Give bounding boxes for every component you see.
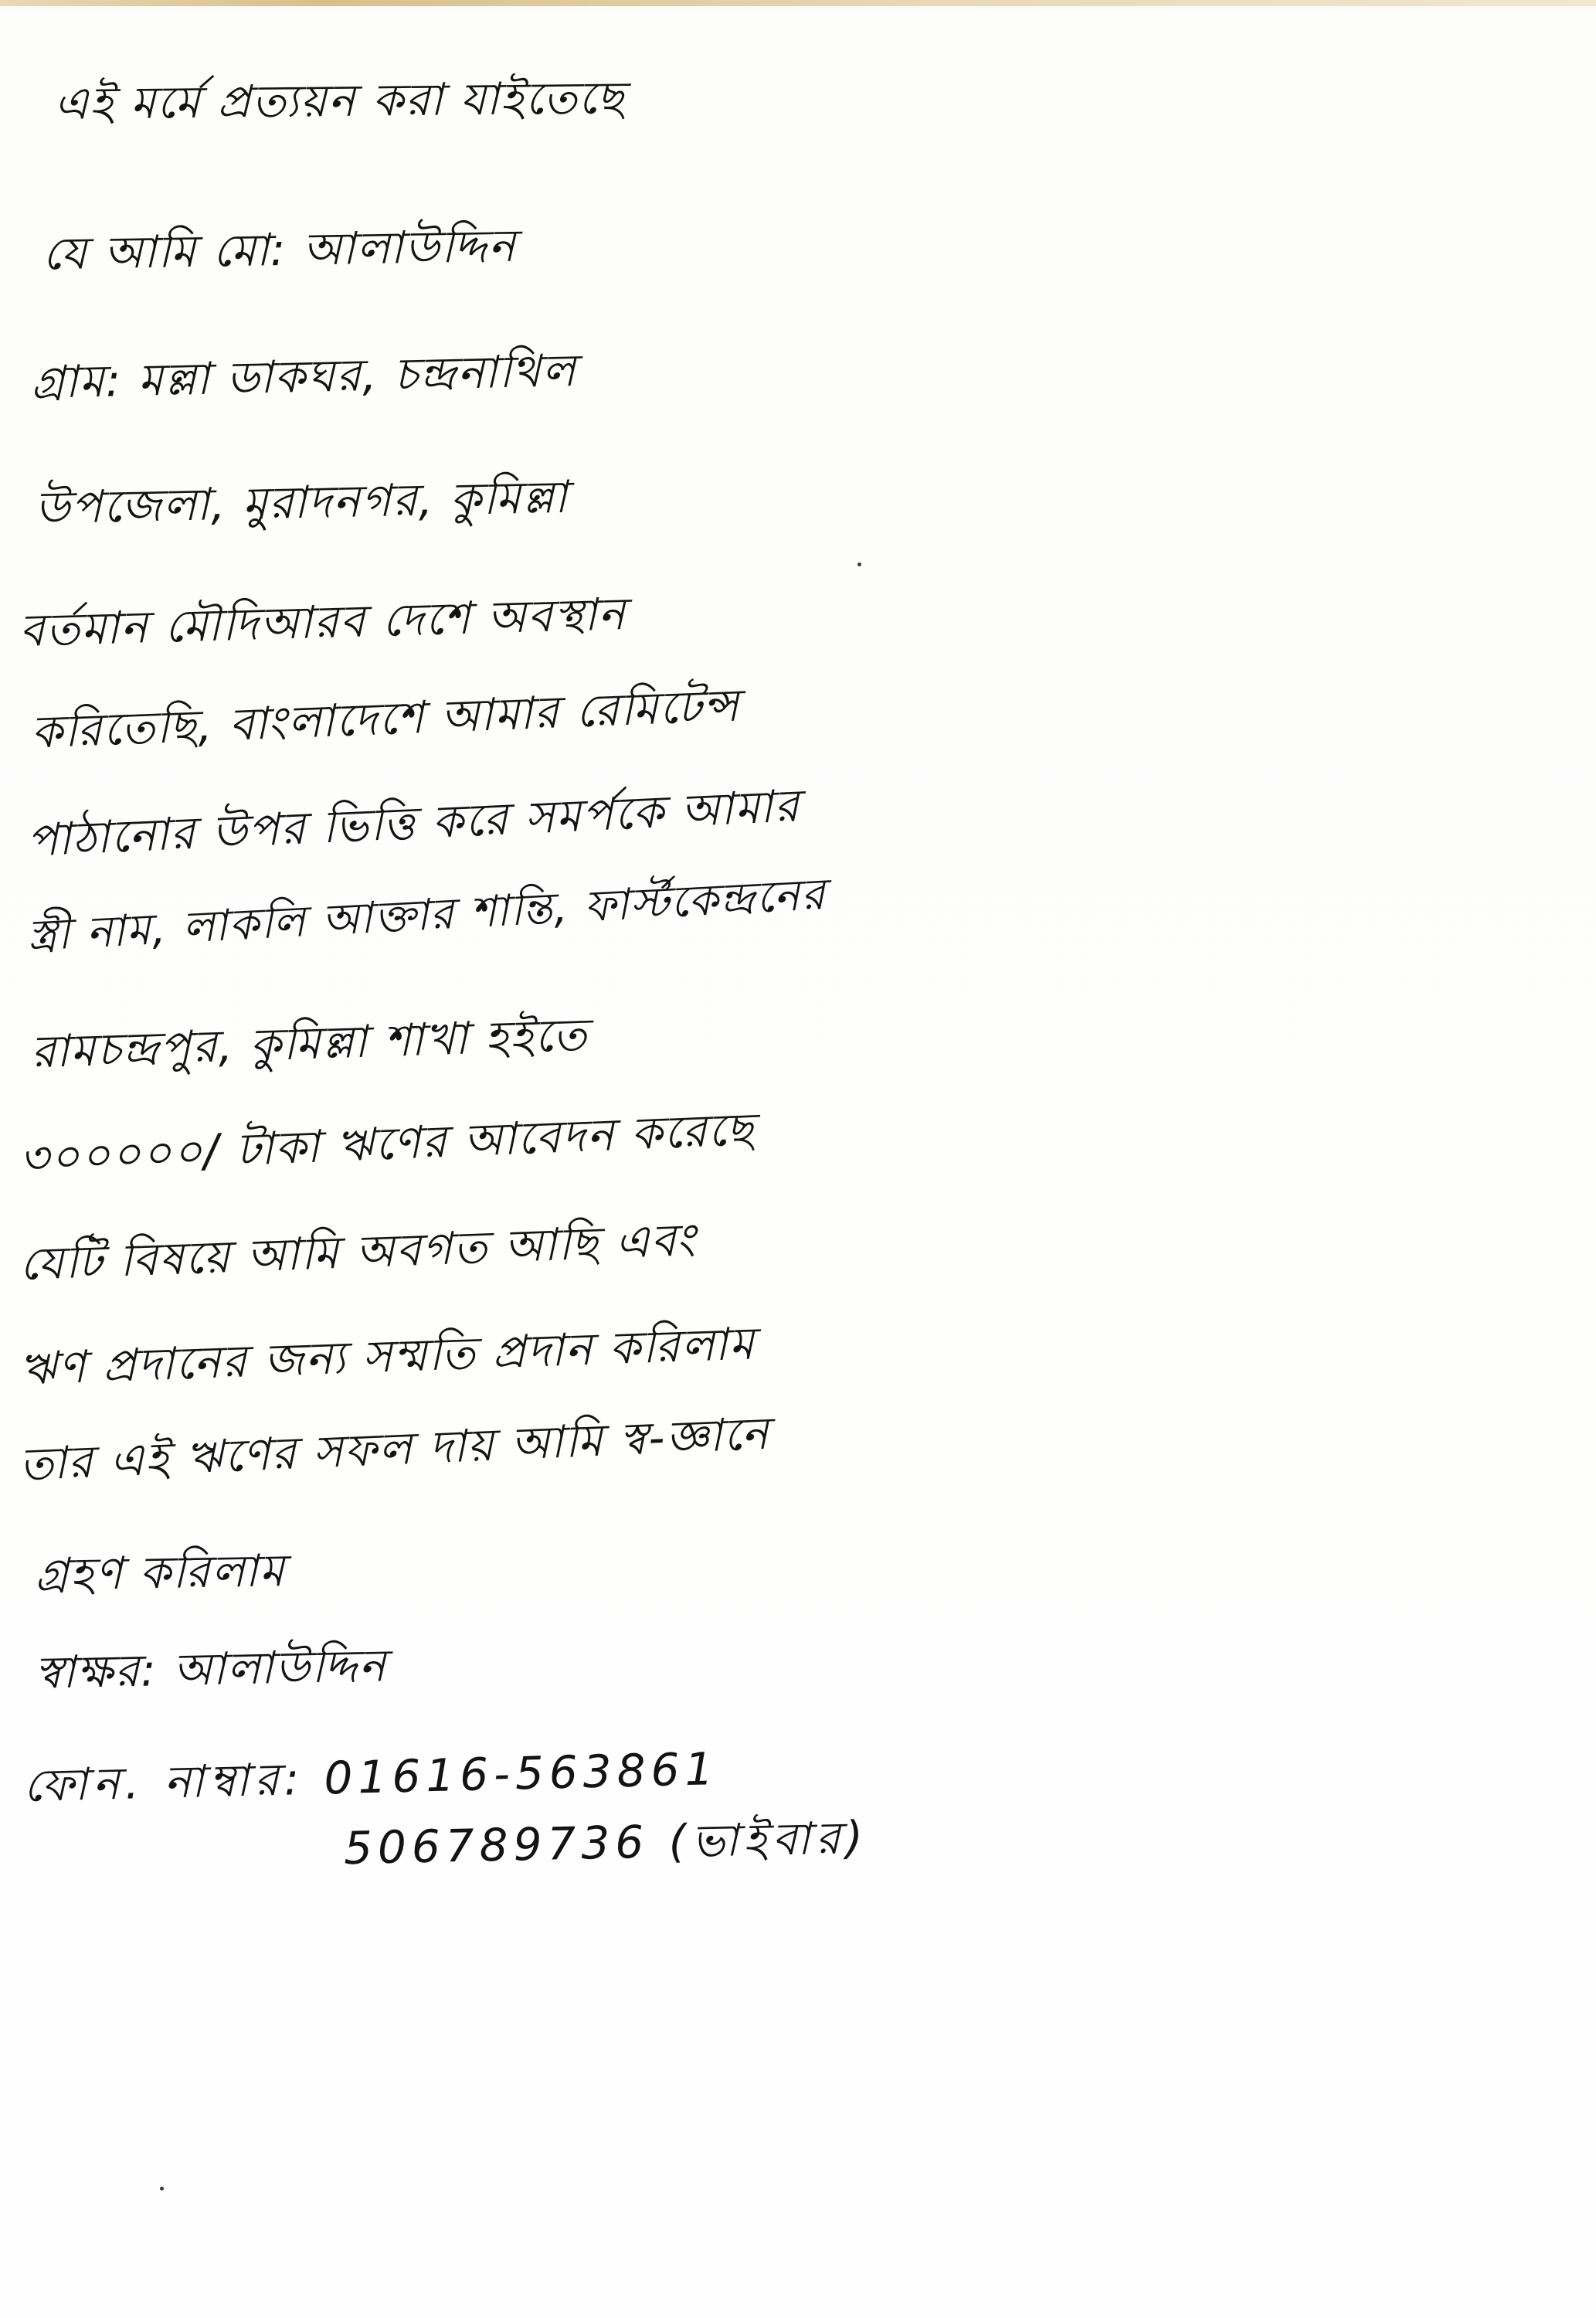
ink-speck bbox=[160, 2187, 164, 2191]
letter-line-2: যে আমি মো: আলাউদ্দিন bbox=[42, 219, 518, 280]
letter-line-14: গ্রহণ করিলাম bbox=[34, 1544, 287, 1601]
letter-line-10: ৩০০০০০/ টাকা ঋণের আবেদন করেছে bbox=[19, 1102, 756, 1185]
page-top-edge bbox=[0, 0, 1596, 6]
signature-line: স্বাক্ষর: আলাউদ্দিন bbox=[34, 1639, 388, 1699]
viber-number-line: 506789736 (ভাইবার) bbox=[343, 1810, 869, 1875]
letter-line-13: তার এই ঋণের সফল দায় আমি স্ব-জ্ঞানে bbox=[19, 1406, 771, 1491]
letter-line-11: যেটি বিষয়ে আমি অবগত আছি এবং bbox=[19, 1212, 698, 1291]
letter-line-1: এই মর্মে প্রত্যয়ন করা যাইতেছে bbox=[53, 71, 626, 130]
letter-line-9: রামচন্দ্রপুর, কুমিল্লা শাখা হইতে bbox=[30, 1008, 589, 1079]
letter-line-4: উপজেলা, মুরাদনগর, কুমিল্লা bbox=[34, 470, 569, 535]
letter-line-5: বর্তমান মৌদিআরব দেশে অবস্থান bbox=[19, 587, 627, 657]
letter-line-7: পাঠানোর উপর ভিত্তি করে সমর্পকে আমার bbox=[25, 779, 802, 867]
letter-line-6: করিতেছি, বাংলাদেশে আমার রেমিটেন্স bbox=[30, 678, 742, 759]
ink-speck bbox=[857, 563, 861, 566]
letter-line-3: গ্রাম: মল্লা ডাকঘর, চন্দ্রনাথিল bbox=[30, 343, 578, 410]
letter-line-12: ঋণ প্রদানের জন্য সম্মতি প্রদান করিলাম bbox=[19, 1317, 756, 1395]
letter-line-8: স্ত্রী নাম, লাকলি আক্তার শান্তি, ফার্স্টকেন্দ্রনের bbox=[25, 868, 828, 962]
phone-number-line: ফোন. নাম্বার: 01616-563861 bbox=[22, 1742, 720, 1812]
